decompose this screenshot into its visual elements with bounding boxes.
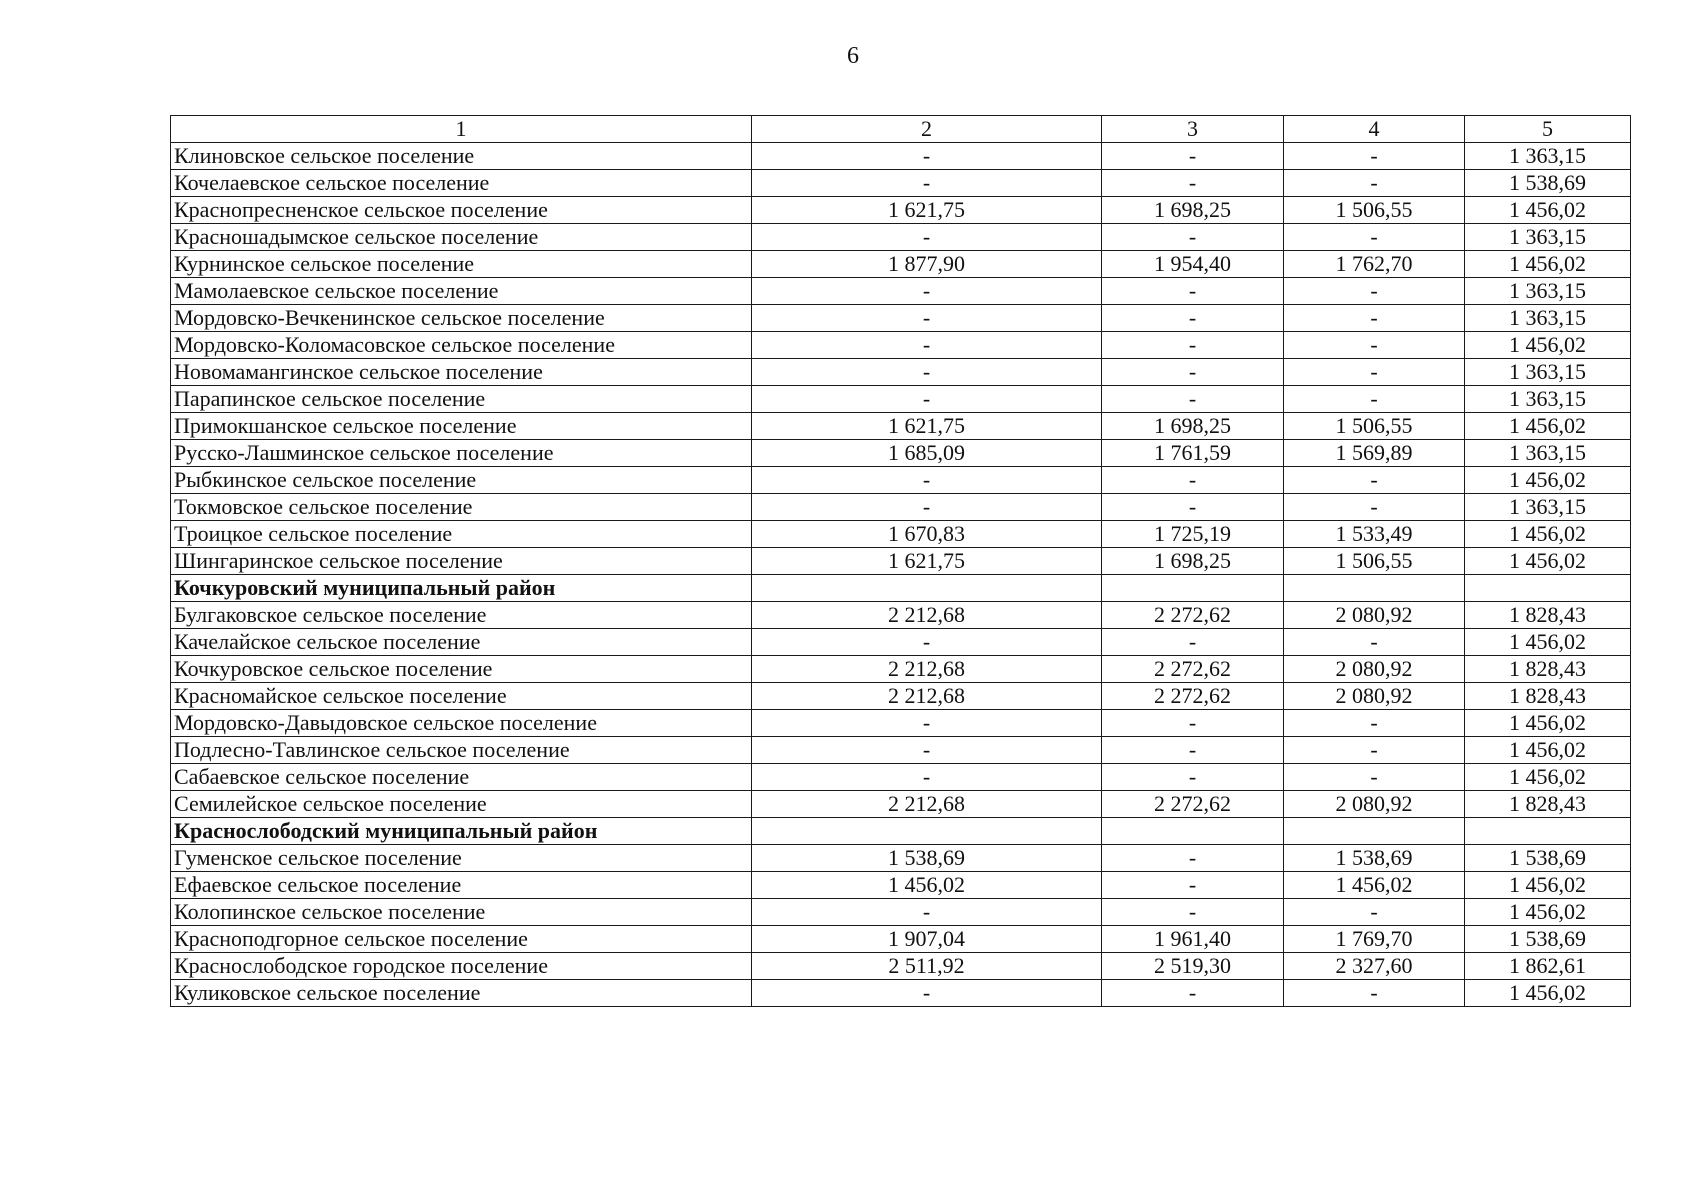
value-cell-col-4: - (1284, 899, 1465, 926)
settlement-name-cell: Сабаевское сельское поселение (171, 764, 752, 791)
value-cell-col-2: - (752, 170, 1102, 197)
value-cell-col-3: - (1102, 359, 1284, 386)
table-row (171, 413, 1631, 440)
value-cell-col-2: - (752, 278, 1102, 305)
value-cell-col-3: - (1102, 305, 1284, 332)
value-cell-col-3: - (1102, 710, 1284, 737)
value-cell-col-5: 1 828,43 (1465, 656, 1631, 683)
value-cell-col-3: - (1102, 386, 1284, 413)
value-cell-col-5: 1 363,15 (1465, 359, 1631, 386)
value-cell-col-3: 1 954,40 (1102, 251, 1284, 278)
section-row (171, 575, 1631, 602)
value-cell-col-3: - (1102, 764, 1284, 791)
value-cell-col-2: - (752, 467, 1102, 494)
settlement-name-cell: Парапинское сельское поселение (171, 386, 752, 413)
value-cell-col-4: - (1284, 359, 1465, 386)
header-col-3: 3 (1102, 116, 1284, 143)
settlement-name-cell: Кочелаевское сельское поселение (171, 170, 752, 197)
table-row (171, 845, 1631, 872)
settlement-name-cell: Мордовско-Вечкенинское сельское поселение (171, 305, 752, 332)
value-cell-col-4: - (1284, 305, 1465, 332)
value-cell-col-5: 1 456,02 (1465, 899, 1631, 926)
value-cell-col-2: 2 212,68 (752, 656, 1102, 683)
table-row (171, 305, 1631, 332)
value-cell-col-3: - (1102, 143, 1284, 170)
value-cell-col-4: 2 080,92 (1284, 602, 1465, 629)
value-cell-col-3: 2 272,62 (1102, 656, 1284, 683)
value-cell-col-4: 1 538,69 (1284, 845, 1465, 872)
value-cell-col-2: 1 907,04 (752, 926, 1102, 953)
settlement-name-cell: Троицкое сельское поселение (171, 521, 752, 548)
settlement-name-cell: Мордовско-Давыдовское сельское поселение (171, 710, 752, 737)
value-cell-col-5: 1 862,61 (1465, 953, 1631, 980)
table-row (171, 548, 1631, 575)
value-cell-col-3: - (1102, 980, 1284, 1007)
value-cell-col-4: - (1284, 629, 1465, 656)
settlement-name-cell: Семилейское сельское поселение (171, 791, 752, 818)
value-cell-col-5 (1465, 575, 1631, 602)
value-cell-col-4: 1 456,02 (1284, 872, 1465, 899)
value-cell-col-3: 1 725,19 (1102, 521, 1284, 548)
value-cell-col-4: - (1284, 980, 1465, 1007)
value-cell-col-5: 1 363,15 (1465, 494, 1631, 521)
value-cell-col-5: 1 456,02 (1465, 548, 1631, 575)
value-cell-col-3: 2 272,62 (1102, 791, 1284, 818)
value-cell-col-3 (1102, 818, 1284, 845)
table-row (171, 278, 1631, 305)
value-cell-col-2: - (752, 224, 1102, 251)
table-row (171, 197, 1631, 224)
section-row (171, 818, 1631, 845)
value-cell-col-2 (752, 575, 1102, 602)
value-cell-col-5: 1 456,02 (1465, 251, 1631, 278)
value-cell-col-3: 1 698,25 (1102, 413, 1284, 440)
value-cell-col-5: 1 828,43 (1465, 683, 1631, 710)
value-cell-col-2: - (752, 305, 1102, 332)
header-col-1: 1 (171, 116, 752, 143)
table-row (171, 683, 1631, 710)
value-cell-col-4: - (1284, 467, 1465, 494)
value-cell-col-4: 2 080,92 (1284, 683, 1465, 710)
value-cell-col-4: - (1284, 332, 1465, 359)
value-cell-col-2: - (752, 143, 1102, 170)
value-cell-col-5: 1 456,02 (1465, 872, 1631, 899)
value-cell-col-5: 1 828,43 (1465, 602, 1631, 629)
settlement-name-cell: Красномайское сельское поселение (171, 683, 752, 710)
settlement-name-cell: Красноподгорное сельское поселение (171, 926, 752, 953)
value-cell-col-5: 1 456,02 (1465, 197, 1631, 224)
value-cell-col-2: - (752, 359, 1102, 386)
settlement-name-cell: Рыбкинское сельское поселение (171, 467, 752, 494)
value-cell-col-5: 1 456,02 (1465, 737, 1631, 764)
value-cell-col-5: 1 456,02 (1465, 332, 1631, 359)
table-row (171, 656, 1631, 683)
table-row (171, 170, 1631, 197)
value-cell-col-3: 2 519,30 (1102, 953, 1284, 980)
settlement-name-cell: Гуменское сельское поселение (171, 845, 752, 872)
table-row (171, 440, 1631, 467)
value-cell-col-2: - (752, 737, 1102, 764)
value-cell-col-4: - (1284, 278, 1465, 305)
value-cell-col-3: - (1102, 845, 1284, 872)
value-cell-col-4: 1 569,89 (1284, 440, 1465, 467)
value-cell-col-3: - (1102, 494, 1284, 521)
settlement-name-cell: Русско-Лашминское сельское поселение (171, 440, 752, 467)
value-cell-col-4: 1 769,70 (1284, 926, 1465, 953)
value-cell-col-2: - (752, 899, 1102, 926)
value-cell-col-3: - (1102, 899, 1284, 926)
value-cell-col-2: 1 670,83 (752, 521, 1102, 548)
settlement-name-cell: Качелайское сельское поселение (171, 629, 752, 656)
settlement-name-cell: Краснопресненское сельское поселение (171, 197, 752, 224)
value-cell-col-3: - (1102, 278, 1284, 305)
value-cell-col-2: 2 212,68 (752, 791, 1102, 818)
value-cell-col-2: 1 621,75 (752, 548, 1102, 575)
settlement-name-cell: Клиновское сельское поселение (171, 143, 752, 170)
value-cell-col-2: - (752, 710, 1102, 737)
value-cell-col-4: 2 080,92 (1284, 656, 1465, 683)
value-cell-col-3: 1 761,59 (1102, 440, 1284, 467)
value-cell-col-2: 2 511,92 (752, 953, 1102, 980)
value-cell-col-3: - (1102, 629, 1284, 656)
settlement-name-cell: Шингаринское сельское поселение (171, 548, 752, 575)
value-cell-col-2: 2 212,68 (752, 602, 1102, 629)
table-row (171, 467, 1631, 494)
value-cell-col-5 (1465, 818, 1631, 845)
table-row (171, 899, 1631, 926)
value-cell-col-3: 2 272,62 (1102, 683, 1284, 710)
header-row (171, 116, 1631, 143)
value-cell-col-2: - (752, 332, 1102, 359)
value-cell-col-2: 2 212,68 (752, 683, 1102, 710)
value-cell-col-4: 1 506,55 (1284, 548, 1465, 575)
settlement-name-cell: Куликовское сельское поселение (171, 980, 752, 1007)
value-cell-col-2: 1 621,75 (752, 413, 1102, 440)
value-cell-col-2: 1 538,69 (752, 845, 1102, 872)
settlement-name-cell: Подлесно-Тавлинское сельское поселение (171, 737, 752, 764)
table-row (171, 872, 1631, 899)
value-cell-col-2 (752, 818, 1102, 845)
value-cell-col-5: 1 538,69 (1465, 170, 1631, 197)
value-cell-col-5: 1 363,15 (1465, 278, 1631, 305)
value-cell-col-3: - (1102, 170, 1284, 197)
value-cell-col-2: 1 621,75 (752, 197, 1102, 224)
table-row (171, 764, 1631, 791)
table-row (171, 926, 1631, 953)
table-row (171, 494, 1631, 521)
value-cell-col-2: - (752, 629, 1102, 656)
value-cell-col-4: 1 533,49 (1284, 521, 1465, 548)
value-cell-col-3: 1 961,40 (1102, 926, 1284, 953)
value-cell-col-5: 1 456,02 (1465, 467, 1631, 494)
settlement-name-cell: Мордовско-Коломасовское сельское поселение (171, 332, 752, 359)
value-cell-col-5: 1 456,02 (1465, 710, 1631, 737)
settlement-name-cell: Токмовское сельское поселение (171, 494, 752, 521)
value-cell-col-3 (1102, 575, 1284, 602)
settlement-name-cell: Краснослободское городское поселение (171, 953, 752, 980)
table-row (171, 629, 1631, 656)
table-row (171, 143, 1631, 170)
value-cell-col-3: - (1102, 332, 1284, 359)
value-cell-col-2: 1 877,90 (752, 251, 1102, 278)
header-col-2: 2 (752, 116, 1102, 143)
value-cell-col-5: 1 363,15 (1465, 440, 1631, 467)
table-row (171, 359, 1631, 386)
value-cell-col-4: - (1284, 737, 1465, 764)
settlement-name-cell: Булгаковское сельское поселение (171, 602, 752, 629)
settlement-name-cell: Мамолаевское сельское поселение (171, 278, 752, 305)
table-row (171, 737, 1631, 764)
table-row (171, 224, 1631, 251)
value-cell-col-3: - (1102, 737, 1284, 764)
value-cell-col-3: 2 272,62 (1102, 602, 1284, 629)
value-cell-col-4: 1 506,55 (1284, 413, 1465, 440)
tariff-table (170, 115, 1631, 1007)
value-cell-col-3: 1 698,25 (1102, 548, 1284, 575)
table-body (171, 143, 1631, 1007)
value-cell-col-5: 1 363,15 (1465, 386, 1631, 413)
table-row (171, 521, 1631, 548)
value-cell-col-4: 2 327,60 (1284, 953, 1465, 980)
table-row (171, 791, 1631, 818)
settlement-name-cell: Примокшанское сельское поселение (171, 413, 752, 440)
value-cell-col-3: 1 698,25 (1102, 197, 1284, 224)
value-cell-col-5: 1 538,69 (1465, 926, 1631, 953)
value-cell-col-5: 1 456,02 (1465, 764, 1631, 791)
table-row (171, 980, 1631, 1007)
table-row (171, 602, 1631, 629)
value-cell-col-2: 1 685,09 (752, 440, 1102, 467)
value-cell-col-5: 1 456,02 (1465, 413, 1631, 440)
value-cell-col-2: - (752, 386, 1102, 413)
value-cell-col-2: - (752, 764, 1102, 791)
district-name-cell: Краснослободский муниципальный район (171, 818, 752, 845)
value-cell-col-4: - (1284, 386, 1465, 413)
value-cell-col-5: 1 538,69 (1465, 845, 1631, 872)
value-cell-col-2: 1 456,02 (752, 872, 1102, 899)
district-name-cell: Кочкуровский муниципальный район (171, 575, 752, 602)
value-cell-col-5: 1 456,02 (1465, 629, 1631, 656)
value-cell-col-3: - (1102, 872, 1284, 899)
value-cell-col-3: - (1102, 224, 1284, 251)
settlement-name-cell: Кочкуровское сельское поселение (171, 656, 752, 683)
settlement-name-cell: Красношадымское сельское поселение (171, 224, 752, 251)
value-cell-col-5: 1 363,15 (1465, 224, 1631, 251)
value-cell-col-4: 2 080,92 (1284, 791, 1465, 818)
value-cell-col-5: 1 363,15 (1465, 143, 1631, 170)
value-cell-col-5: 1 456,02 (1465, 521, 1631, 548)
value-cell-col-4: - (1284, 170, 1465, 197)
value-cell-col-4: 1 762,70 (1284, 251, 1465, 278)
value-cell-col-4 (1284, 575, 1465, 602)
value-cell-col-5: 1 456,02 (1465, 980, 1631, 1007)
value-cell-col-2: - (752, 494, 1102, 521)
value-cell-col-4: - (1284, 143, 1465, 170)
settlement-name-cell: Ефаевское сельское поселение (171, 872, 752, 899)
value-cell-col-4: - (1284, 224, 1465, 251)
table-row (171, 710, 1631, 737)
header-col-5: 5 (1465, 116, 1631, 143)
value-cell-col-4 (1284, 818, 1465, 845)
table-row (171, 332, 1631, 359)
settlement-name-cell: Колопинское сельское поселение (171, 899, 752, 926)
table-row (171, 386, 1631, 413)
value-cell-col-4: - (1284, 764, 1465, 791)
value-cell-col-3: - (1102, 467, 1284, 494)
settlement-name-cell: Новомамангинское сельское поселение (171, 359, 752, 386)
value-cell-col-2: - (752, 980, 1102, 1007)
header-col-4: 4 (1284, 116, 1465, 143)
value-cell-col-5: 1 828,43 (1465, 791, 1631, 818)
value-cell-col-5: 1 363,15 (1465, 305, 1631, 332)
value-cell-col-4: - (1284, 494, 1465, 521)
settlement-name-cell: Курнинское сельское поселение (171, 251, 752, 278)
value-cell-col-4: 1 506,55 (1284, 197, 1465, 224)
page-number: 6 (847, 43, 859, 69)
value-cell-col-4: - (1284, 710, 1465, 737)
table-row (171, 953, 1631, 980)
table-row (171, 251, 1631, 278)
